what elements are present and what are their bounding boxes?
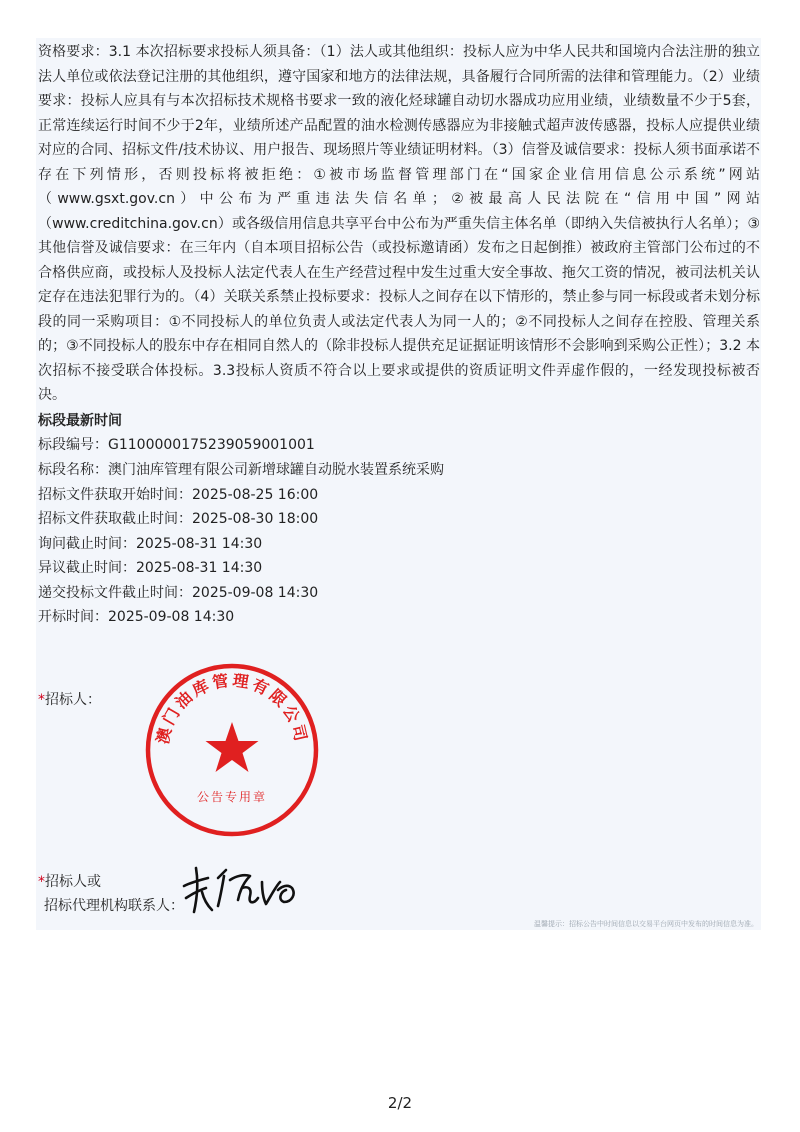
- section-line-doc-start: 招标文件获取开始时间：2025-08-25 16:00: [38, 487, 319, 503]
- section-line-doc-end: 招标文件获取截止时间：2025-08-30 18:00: [38, 511, 319, 527]
- required-mark: *: [38, 874, 45, 890]
- contact-label-line1: [38, 872, 101, 892]
- contact-label-line2: 招标代理机构联系人：: [44, 898, 184, 914]
- section-line-opening-time: 开标时间：2025-09-08 14:30: [38, 609, 235, 625]
- section-line-lot-name: 标段名称：澳门油库管理有限公司新增球罐自动脱水装置系统采购: [38, 462, 444, 478]
- contact-label-text-1: 招标人或: [45, 874, 101, 890]
- disclaimer-note: 温馨提示：招标公告中时间信息以交易平台网页中发布的时间信息为准。: [534, 920, 758, 928]
- handwritten-signature: [178, 860, 308, 920]
- section-line-bid-deadline: 递交投标文件截止时间：2025-09-08 14:30: [38, 585, 319, 601]
- seal-star-icon: [206, 722, 259, 772]
- seal-company-name: 澳门油库管理有限公司: [152, 670, 312, 746]
- section-line-inquiry-deadline: 询问截止时间：2025-08-31 14:30: [38, 536, 263, 552]
- section-line-objection-deadline: 异议截止时间：2025-08-31 14:30: [38, 560, 263, 576]
- qualification-requirements-text: 资格要求：3.1 本次招标要求投标人须具备：（1）法人或其他组织：投标人应为中华人民共和国境内合法注册的独立法人单位或依法登记注册的其他组织，遵守国家和地方的法律法规，具备履行合同所需的法律和管理能力。（2）业绩要求：投标人应具有与本次招标技术规格书要求一致的液化烃球罐自动切水器成功应用业绩，业绩数量不少于5套，正常连续运行时间不少于2年，业绩所述产品配置的油水检测传感器应为非接触式超声波传感器，投标人应提供业绩对应的合同、招标文件/技术协议、用户报告、现场照片等业绩证明材料。（3）信誉及诚信要求：投标人须书面承诺不存在下列情形，否则投标将被拒绝：①被市场监督管理部门在“国家企业信用信息公示系统”网站（www.gsxt.gov.cn）中公布为严重违法失信名单；②被最高人民法院在“信用中国”网站（www.creditchina.gov.cn）或各级信用信息共享平台中公布为严重失信主体名单（即纳入失信被执行人名单）；③其他信誉及诚信要求：在三年内（自本项目招标公告（或投标邀请函）发布之日起倒推）被政府主管部门公布过的不合格供应商，或投标人及投标人法定代表人在生产经营过程中发生过重大安全事故、拖欠工资的情况，被司法机关认定存在违法犯罪行为的。（4）关联关系禁止投标要求：投标人之间存在以下情形的，禁止参与同一标段或者未划分标段的同一采购项目：①不同投标人的单位负责人或法定代表人为同一人的；②不同投标人之间存在控股、管理关系的；③不同投标人的股东中存在相同自然人的（除非投标人提供充足证据证明该情形不会影响到采购公正性）；3.2 本次招标不接受联合体投标。3.3投标人资质不符合以上要求或提供的资质证明文件弄虚作假的，一经发现投标被否决。: [38, 44, 760, 403]
- tenderer-label: [38, 690, 101, 710]
- section-line-lot-number: 标段编号：G1100000175239059001001: [38, 437, 315, 453]
- company-seal: [142, 660, 322, 840]
- section-title: 标段最新时间: [38, 413, 122, 429]
- page-number: 2/2: [387, 1094, 413, 1112]
- seal-type-label: 公告专用章: [196, 790, 268, 804]
- required-mark: *: [38, 692, 45, 708]
- tenderer-label-text: 招标人：: [45, 692, 101, 708]
